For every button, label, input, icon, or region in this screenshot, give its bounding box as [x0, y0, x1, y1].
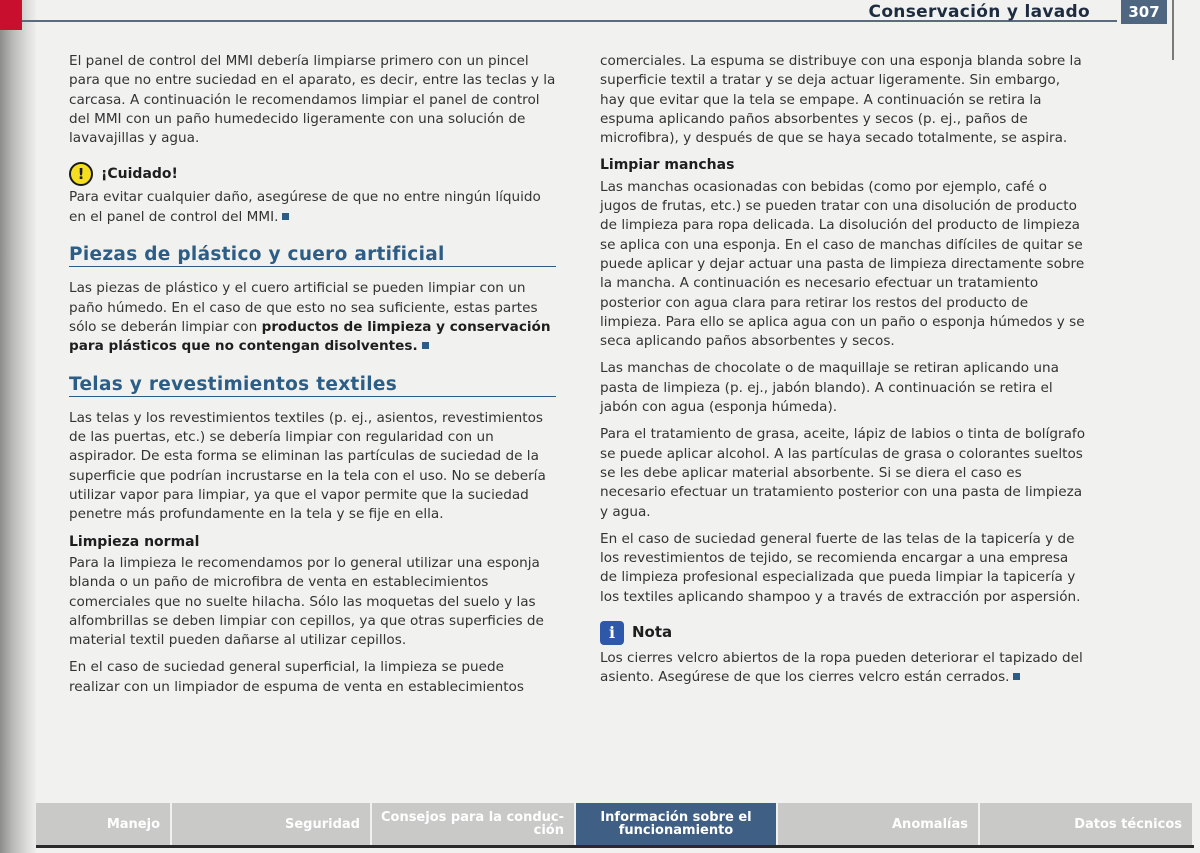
textiles-paragraph: Las telas y los revestimientos textiles (p. ej., asientos, revestimientos de las puertas, etc.) se debería limpiar con regularidad con un aspirador. De esta forma se eliminan las partículas de suciedad de la superficie que podrían incrustarse en la tela con el uso. No se debería utilizar vapor para limpiar, ya que el vapor permite que la suciedad penetre más profundamente en la tela y se fije en ella.: [69, 409, 546, 523]
mmi-intro-paragraph: El panel de control del MMI debería limpiarse primero con un pincel para que no entre suciedad en el aparato, es decir, entre las teclas y la carcasa. A continuación le recomendamos limpiar el panel de control del MMI con un paño humedecido ligeramente con una solución de lavavajillas y agua.: [69, 53, 556, 147]
end-of-section-icon: [422, 342, 429, 349]
note-text: Los cierres velcro abiertos de la ropa pueden deteriorar el tapizado del asiento. Asegúrese de que los cierres velcro están cerrados.: [600, 650, 1083, 686]
stains-paragraph-1: Las manchas ocasionadas con bebidas (como por ejemplo, café o jugos de frutas, etc.) se pueden tratar con una disolución de producto de limpieza para ropa delicada. La disolución del producto de limpieza se aplica con una esponja. En el caso de manchas difíciles de quitar se puede aplicar y dejar actuar una pasta de limpieza directamente sobre la mancha. A continuación es necesario efectuar un tratamiento posterior con agua clara para retirar los restos del producto de limpieza. Para ello se aplica agua con un paño o esponja húmedos y se seca aplicando paños absorbentes y secos.: [600, 178, 1085, 350]
subheading-stains: Limpiar manchas: [600, 157, 735, 174]
stains-paragraph-2: Las manchas de chocolate o de maquillaje se retiran aplicando una pasta de limpieza (p. ej., jabón blando). A continuación se retira el jabón con agua (esponja húmeda).: [600, 360, 1059, 416]
tab-seguridad[interactable]: Seguridad: [172, 803, 372, 845]
stains-paragraph-3: Para el tratamiento de grasa, aceite, lápiz de labios o tinta de bolígrafo se puede aplicar alcohol. A las partículas de grasa o colorantes sueltos se les debe aplicar material absorbente. Si se diera el caso es necesario efectuar un tratamiento posterior con una pasta de limpieza y agua.: [600, 426, 1086, 520]
tab-consejos[interactable]: Consejos para la conduc- ción: [372, 803, 576, 845]
tab-manejo[interactable]: Manejo: [36, 803, 172, 845]
tab-datos-tecnicos[interactable]: Datos técnicos: [980, 803, 1194, 845]
bottom-rule: [36, 845, 1194, 848]
page-number: 307: [1121, 0, 1167, 24]
caution-header: [69, 162, 556, 186]
page-edge-mark: [1172, 0, 1174, 60]
note-title: Nota: [632, 623, 673, 642]
book-binding-shadow: [0, 0, 36, 853]
stains-paragraph-4: En el caso de suciedad general fuerte de las telas de la tapicería y de los revestimientos de tejido, se recomienda encargar a una empresa de limpieza profesional especializada que pueda limpiar la tapicería y los textiles aplicando shampoo y a través de extracción por aspersión.: [600, 530, 1081, 605]
end-of-section-icon: [282, 213, 289, 220]
section-heading-plastic: Piezas de plástico y cuero artificial: [69, 245, 556, 267]
caution-text: Para evitar cualquier daño, asegúrese de que no entre ningún líquido en el panel de control del MMI.: [69, 189, 541, 225]
plastic-bold-text: productos de limpieza y conservación para plásticos que no contengan disolventes.: [69, 318, 551, 355]
foam-cleaning-paragraph: En el caso de suciedad general superficial, la limpieza se puede realizar con un limpiador de espuma de venta en establecimientos: [69, 659, 524, 695]
info-icon: i: [600, 621, 624, 645]
plastic-paragraph: Las piezas de plástico y el cuero artificial se pueden limpiar con un paño húmedo. En el caso de que esto no sea suficiente, estas partes sólo se deberán limpiar con productos de limpieza y conservación para plásticos que no contengan disolventes.: [69, 280, 551, 355]
tab-informacion[interactable]: Información sobre el funcionamiento: [576, 803, 778, 845]
left-column: [69, 52, 556, 705]
end-of-section-icon: [1013, 673, 1020, 680]
chapter-tab-bar: [36, 803, 1194, 845]
normal-cleaning-paragraph: Para la limpieza le recomendamos por lo general utilizar una esponja blanda o un paño de microfibra de venta en establecimientos comerciales que no suelte hilacha. Sólo las moquetas del suelo y las alfombrillas se deben limpiar con cepillos, ya que otras superficies de material textil pueden dañarse al utilizar cepillos.: [69, 554, 544, 649]
section-heading-textiles: Telas y revestimientos textiles: [69, 375, 556, 397]
right-column: [600, 52, 1087, 696]
caution-icon: !: [69, 162, 93, 186]
foam-continued-paragraph: comerciales. La espuma se distribuye con una esponja blanda sobre la superficie textil a tratar y se deja actuar ligeramente. Sin embargo, hay que evitar que la tela se empape. A continuación se retira la espuma aplicando paños absorbentes y secos (p. ej., paños de microfibra), y después de que se haya secado totalmente, se aspira.: [600, 53, 1082, 147]
page-header-title: Conservación y lavado: [868, 2, 1090, 22]
note-header: [600, 621, 1087, 645]
tab-anomalias[interactable]: Anomalías: [778, 803, 980, 845]
binding-color-mark: [0, 0, 22, 30]
caution-title: ¡Cuidado!: [101, 165, 178, 182]
subheading-normal-cleaning: Limpieza normal: [69, 533, 200, 550]
